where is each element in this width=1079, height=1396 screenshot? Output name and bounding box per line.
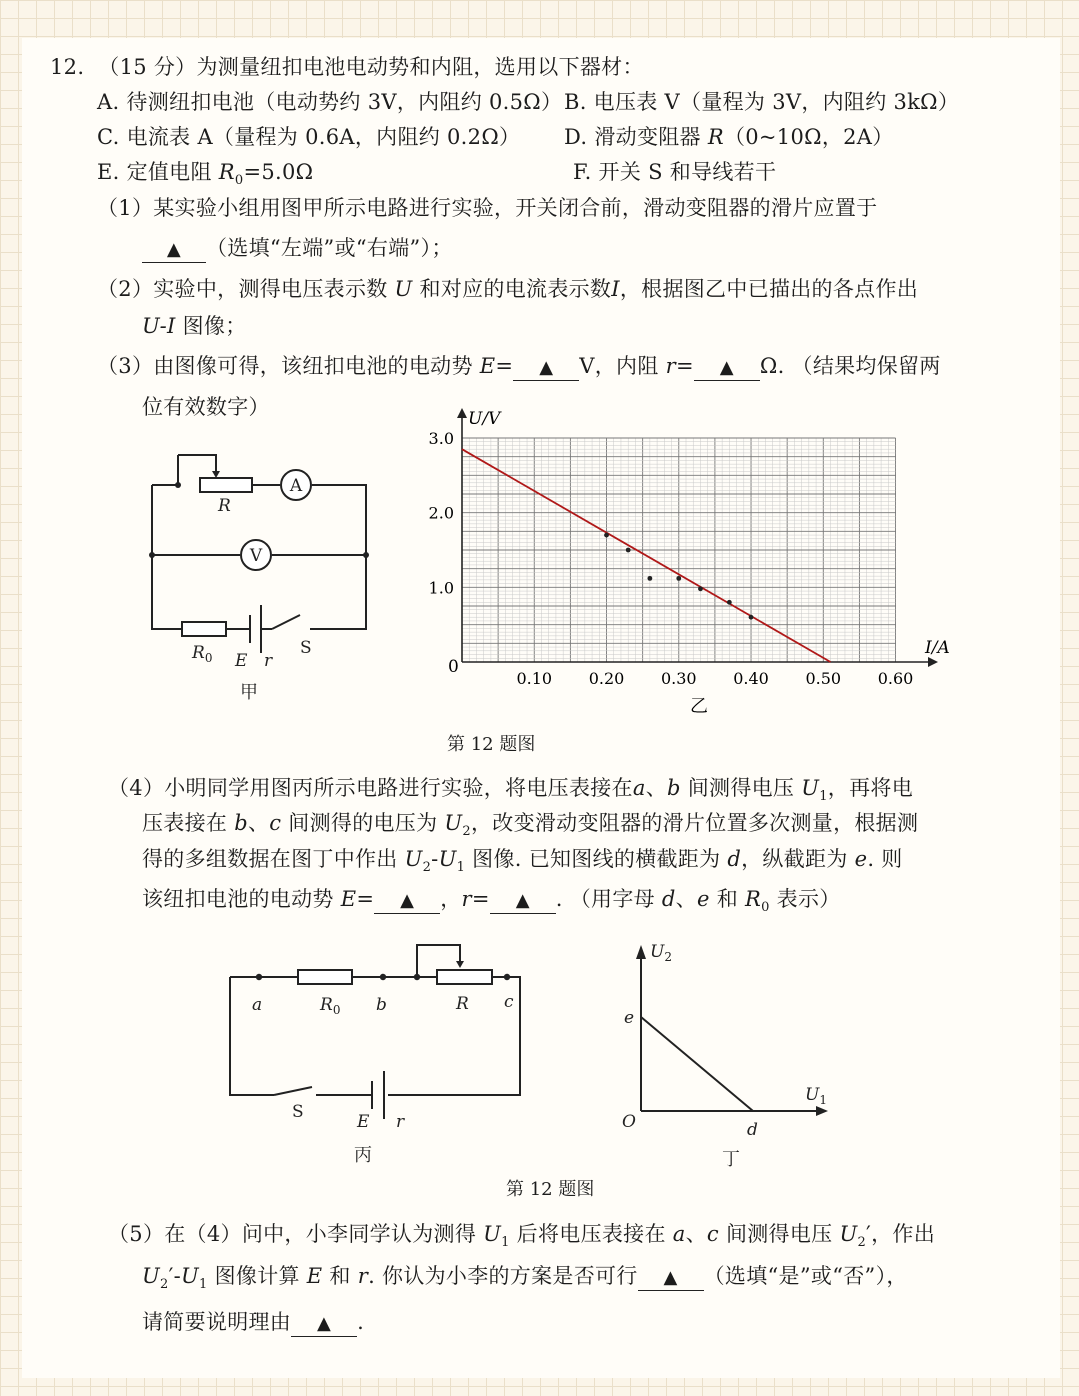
equipment-a: A. 待测纽扣电池（电动势约 3V，内阻约 0.5Ω） xyxy=(97,90,563,114)
node-b-label: b xyxy=(376,995,387,1015)
part4-line1: （4）小明同学用图丙所示电路进行实验，将电压表接在a、b 间测得电压 $U_1$，再将电 xyxy=(108,776,913,805)
part5-line2: $U_2'-U_1$ 图像计算 E 和 r. 你认为小李的方案是否可行 ▲ （选填“是”或“否”）， xyxy=(142,1264,908,1293)
intercept-d-label: d xyxy=(747,1120,758,1140)
caption-bing: 丙 xyxy=(354,1145,372,1166)
figure-caption-2: 第 12 题图 xyxy=(506,1179,595,1200)
figure-caption-1: 第 12 题图 xyxy=(447,734,536,755)
x-tick-label: 0.20 xyxy=(588,669,625,688)
circuit-bing xyxy=(222,935,542,1170)
rheostat-label: R xyxy=(456,994,469,1014)
switch-label: S xyxy=(292,1102,304,1122)
equipment-d: D. 滑动变阻器 R（0~10Ω，2A） xyxy=(564,125,894,149)
internal-r-label: r xyxy=(264,651,273,671)
part1-line2: ▲ （选填“左端”或“右端”）； xyxy=(142,234,453,263)
r0-label: $R_0$ xyxy=(192,643,213,665)
question-points: （15 分） xyxy=(98,55,197,79)
voltmeter-label: V xyxy=(249,546,263,566)
u2-u1-line xyxy=(641,1017,753,1111)
rheostat-label: R xyxy=(218,496,231,516)
x-axis-label: $U_1$ xyxy=(805,1085,827,1107)
answer-blank[interactable]: ▲ xyxy=(638,1264,704,1291)
x-arrow-icon xyxy=(816,1106,828,1116)
equipment-c: C. 电流表 A（量程为 0.6A，内阻约 0.2Ω） xyxy=(97,125,521,149)
data-point xyxy=(626,548,631,553)
x-tick-label: 0.50 xyxy=(805,669,842,688)
equipment-e: E. 定值电阻 $R_0=5.0\Omega$ xyxy=(97,160,314,189)
x-tick-label: 0.40 xyxy=(733,669,769,688)
answer-blank[interactable]: ▲ xyxy=(513,354,579,381)
data-point xyxy=(698,586,703,591)
equipment-b: B. 电压表 V（量程为 3V，内阻约 3kΩ） xyxy=(564,90,960,114)
y-tick-label: 2.0 xyxy=(428,503,454,523)
y-tick-label: 3.0 xyxy=(428,429,454,448)
caption-yi: 乙 xyxy=(690,696,708,717)
internal-r-label: r xyxy=(396,1112,405,1132)
x-tick-label: 0.10 xyxy=(516,669,553,688)
part1-line1: （1）某实验小组用图甲所示电路进行实验，开关闭合前，滑动变阻器的滑片应置于 xyxy=(97,196,878,220)
part5-line3: 请简要说明理由 ▲ . xyxy=(142,1308,364,1337)
part5-line1: （5）在（4）问中，小李同学认为测得 $U_1$ 后将电压表接在 a、c 间测得电压 $U_2'$，作出 xyxy=(108,1222,935,1251)
data-point xyxy=(727,600,732,605)
intercept-e-label: e xyxy=(624,1008,635,1028)
x-tick-label: 0.30 xyxy=(660,669,697,688)
equipment-f: F. 开关 S 和导线若干 xyxy=(573,160,777,184)
y-arrow-icon xyxy=(457,408,467,418)
origin-label: O xyxy=(622,1112,636,1132)
chart-grid xyxy=(462,438,896,662)
part2-line1: （2）实验中，测得电压表示数 U 和对应的电流表示数I，根据图乙中已描出的各点作出 xyxy=(97,277,919,301)
question-header xyxy=(50,53,644,81)
x-axis-label: I/A xyxy=(925,638,950,658)
r0-label: $R_0$ xyxy=(320,995,341,1017)
answer-blank[interactable]: ▲ xyxy=(694,354,760,381)
caption-jia: 甲 xyxy=(240,682,258,703)
caption-ding: 丁 xyxy=(722,1149,740,1170)
switch-label: S xyxy=(300,638,312,658)
part3-line2: 位有效数字） xyxy=(142,395,270,419)
part3-line1: （3）由图像可得，该纽扣电池的电动势 E= ▲ V，内阻 r= ▲ Ω. （结果均保留两 xyxy=(97,352,941,381)
answer-blank[interactable]: ▲ xyxy=(142,236,206,263)
answer-blank[interactable]: ▲ xyxy=(490,887,556,914)
y-axis-label: $U_2$ xyxy=(650,942,672,964)
emf-label: E xyxy=(235,651,248,671)
node-c-label: c xyxy=(504,992,514,1012)
y-tick-label: 1.0 xyxy=(428,578,454,598)
part4-line2: 压表接在 b、c 间测得的电压为 $U_2$，改变滑动变阻器的滑片位置多次测量，根据测 xyxy=(142,811,919,840)
part4-line3: 得的多组数据在图丁中作出 $U_2-U_1$ 图像. 已知图线的横截距为 d，纵截距为 e. 则 xyxy=(142,847,903,876)
answer-blank[interactable]: ▲ xyxy=(374,887,440,914)
fit-line xyxy=(462,449,831,662)
question-stem: 为测量纽扣电池电动势和内阻，选用以下器材： xyxy=(196,55,644,79)
part4-line4: 该纽扣电池的电动势 E= ▲ ，r= ▲ . （用字母 d、e 和 $R_0$ 表示） xyxy=(142,887,841,916)
node-a-label: a xyxy=(252,995,263,1015)
data-point xyxy=(676,576,681,581)
chart-marks xyxy=(462,449,831,662)
origin-label: 0 xyxy=(448,657,459,677)
data-point xyxy=(604,533,609,538)
graph-ding xyxy=(610,935,840,1175)
answer-blank[interactable]: ▲ xyxy=(291,1310,357,1337)
data-point xyxy=(647,576,652,581)
y-arrow-icon xyxy=(636,945,646,959)
ammeter-label: A xyxy=(289,476,303,496)
chart-yi xyxy=(420,400,960,720)
emf-label: E xyxy=(357,1112,370,1132)
y-axis-label: U/V xyxy=(468,409,501,429)
x-tick-label: 0.60 xyxy=(877,669,914,688)
question-number: 12. xyxy=(50,55,85,79)
part2-line2: U-I 图像； xyxy=(142,314,247,338)
data-point xyxy=(749,615,754,620)
circuit-jia xyxy=(140,445,380,705)
x-arrow-icon xyxy=(928,657,938,667)
